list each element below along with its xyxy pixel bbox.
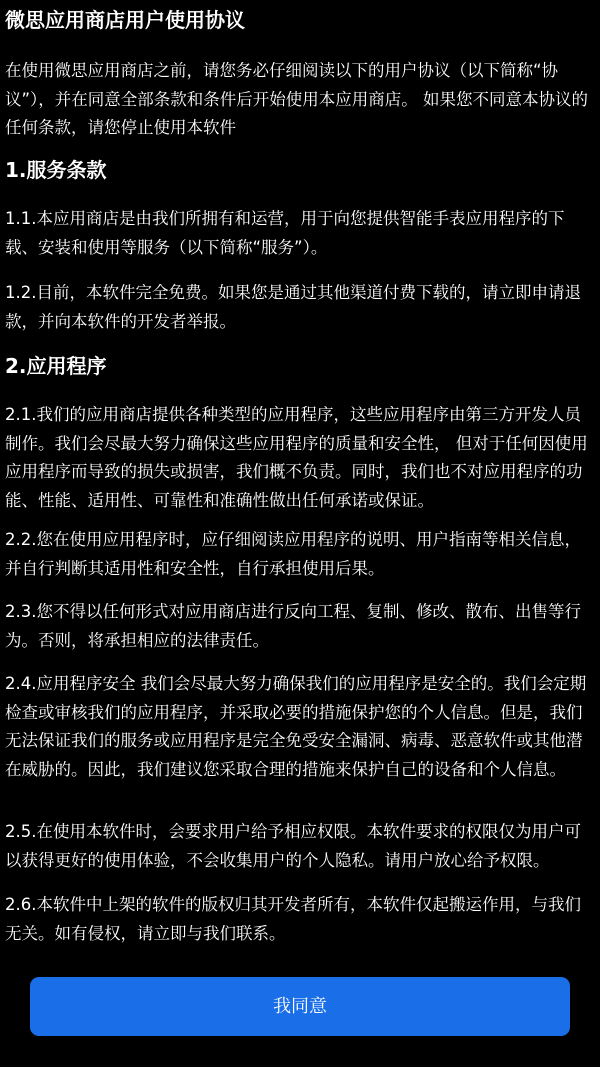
section-heading-service-terms: 1.服务条款 [5, 158, 107, 182]
clause-2-4: 2.4.应用程序安全 我们会尽最大努力确保我们的应用程序是安全的。我们会定期检查或审核我们的应用程序，并采取必要的措施保护您的个人信息。但是，我们无法保证我们的服务或应用程序是完全免受安全漏洞、病毒、恶意软件或其他潜在威胁的。因此，我们建议您采取合理的措施来保护自己的设备和个人信息。 [5, 674, 587, 779]
section-heading-applications: 2.应用程序 [5, 354, 107, 378]
agree-button[interactable]: 我同意 [30, 977, 570, 1036]
clause-2-2: 2.2.您在使用应用程序时，应仔细阅读应用程序的说明、用户指南等相关信息，并自行判断其适用性和安全性，自行承担使用后果。 [5, 530, 581, 578]
clause-2-5: 2.5.在使用本软件时，会要求用户给予相应权限。本软件要求的权限仅为用户可以获得更好的使用体验，不会收集用户的个人隐私。请用户放心给予权限。 [5, 822, 581, 870]
clause-1-2: 1.2.目前，本软件完全免费。如果您是通过其他渠道付费下载的，请立即申请退款，并向本软件的开发者举报。 [5, 283, 581, 331]
page-title: 微思应用商店用户使用协议 [5, 8, 245, 32]
clause-2-6: 2.6.本软件中上架的软件的版权归其开发者所有，本软件仅起搬运作用，与我们无关。如有侵权，请立即与我们联系。 [5, 895, 581, 943]
clause-1-1: 1.1.本应用商店是由我们所拥有和运营，用于向您提供智能手表应用程序的下载、安装和使用等服务（以下简称“服务”）。 [5, 209, 565, 257]
clause-2-1: 2.1.我们的应用商店提供各种类型的应用程序，这些应用程序由第三方开发人员制作。我们会尽最大努力确保这些应用程序的质量和安全性， 但对于任何因使用应用程序而导致的损失或损害，我们概不负责。同时，我们也不对应用程序的功能、性能、适用性、可靠性和准确性做出任何承诺或保证。 [5, 405, 588, 510]
clause-2-3: 2.3.您不得以任何形式对应用商店进行反向工程、复制、修改、散布、出售等行为。否则，将承担相应的法律责任。 [5, 602, 581, 650]
intro-paragraph: 在使用微思应用商店之前，请您务必仔细阅读以下的用户协议（以下简称“协议”），并在同意全部条款和条件后开始使用本应用商店。 如果您不同意本协议的任何条款，请您停止使用本软件 [5, 61, 589, 137]
